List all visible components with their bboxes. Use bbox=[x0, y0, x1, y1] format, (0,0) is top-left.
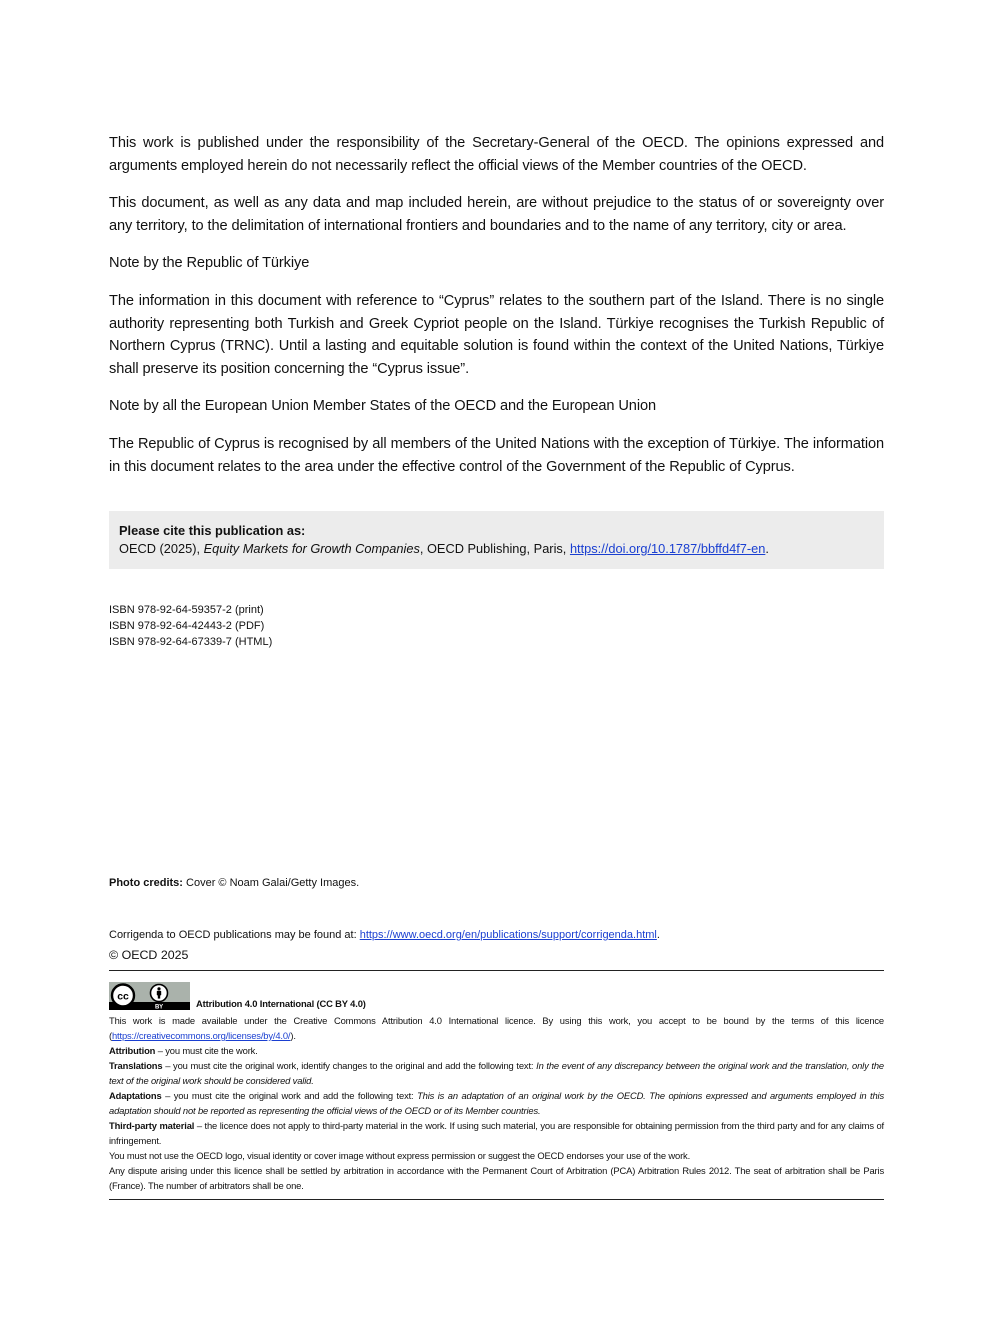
note-turkiye-heading: Note by the Republic of Türkiye bbox=[109, 255, 310, 272]
isbn-pdf: ISBN 978-92-64-42443-2 (PDF) bbox=[109, 620, 265, 633]
citation-prefix: OECD (2025), bbox=[119, 541, 204, 557]
citation-text bbox=[119, 540, 874, 558]
adaptations-italic: This is an adaptation of an original work by the OECD. The opinions expressed and arguments employed in this adaptation should not be reported as representing the official views of the OECD or of its Member countries. bbox=[109, 1090, 884, 1116]
note-eu-paragraph: The Republic of Cyprus is recognised by all members of the United Nations with the exception of Türkiye. The information in this document relates to the area under the effective control of the Government of the Republic of Cyprus. bbox=[109, 435, 884, 475]
adaptations-text: – you must cite the original work and add the following text: bbox=[161, 1090, 418, 1101]
corrigenda-text: Corrigenda to OECD publications may be found at: bbox=[109, 929, 360, 941]
licence-intro bbox=[109, 1013, 884, 1043]
corrigenda-link[interactable]: https://www.oecd.org/en/publications/support/corrigenda.html bbox=[359, 929, 657, 941]
copyright: © OECD 2025 bbox=[109, 948, 189, 962]
citation-heading: Please cite this publication as: bbox=[119, 523, 306, 539]
disclaimer-paragraph: This work is published under the responsibility of the Secretary-General of the OECD. The opinions expressed and arguments employed herein do not necessarily reflect the official views of the Member countries of the OECD. bbox=[109, 135, 884, 174]
isbn-list bbox=[109, 602, 884, 650]
licence-title: Attribution 4.0 International (CC BY 4.0) bbox=[196, 998, 366, 1009]
citation-title: Equity Markets for Growth Companies bbox=[203, 541, 420, 557]
divider-top bbox=[109, 970, 884, 971]
licence-link[interactable]: https://creativecommons.org/licenses/by/4.0/ bbox=[111, 1030, 291, 1041]
translations-label: Translations bbox=[109, 1060, 163, 1071]
licence-dispute: Any dispute arising under this licence shall be settled by arbitration in accordance with the Permanent Court of Arbitration (PCA) Arbitration Rules 2012. The seat of arbitration shall be Paris (France). The number of arbitrators shall be one. bbox=[109, 1165, 884, 1191]
third-party-label: Third-party material bbox=[109, 1120, 195, 1131]
main-content bbox=[109, 132, 884, 650]
cc-by-logo-icon bbox=[109, 982, 190, 1010]
citation-suffix: . bbox=[765, 541, 769, 557]
translations-italic: In the event of any discrepancy between the original work and the translation, only the text of the original work should be considered valid. bbox=[109, 1060, 884, 1086]
photo-credits-text: Cover © Noam Galai/Getty Images. bbox=[182, 877, 360, 889]
licence-logo-use: You must not use the OECD logo, visual identity or cover image without express permission or suggest the OECD endorses your use of the work. bbox=[109, 1150, 691, 1161]
attribution-text: – you must cite the work. bbox=[155, 1045, 258, 1056]
adaptations-label: Adaptations bbox=[109, 1090, 162, 1101]
corrigenda-suffix: . bbox=[656, 929, 660, 941]
note-eu-heading: Note by all the European Union Member States of the OECD and the European Union bbox=[109, 398, 656, 415]
corrigenda-note bbox=[109, 927, 884, 943]
citation-middle: , OECD Publishing, Paris, bbox=[419, 541, 570, 557]
licence-intro-text: This work is made available under the Creative Commons Attribution 4.0 International licence. By using this work, you accept to be bound by the terms of this licence ( bbox=[109, 1015, 884, 1041]
licence-attribution bbox=[109, 1043, 884, 1058]
licence-intro-suffix: ). bbox=[290, 1030, 296, 1041]
licence-header bbox=[109, 982, 884, 1010]
svg-text:cc: cc bbox=[117, 990, 129, 1003]
licence-translations bbox=[109, 1058, 884, 1088]
citation-box bbox=[109, 511, 884, 569]
cc-by-logo-text: BY bbox=[154, 1004, 164, 1010]
territory-paragraph: This document, as well as any data and map included herein, are without prejudice to the status of or sovereignty over any territory, to the delimitation of international frontiers and boundaries and to the name of any territory, city or area. bbox=[109, 195, 884, 234]
divider-bottom bbox=[109, 1199, 884, 1200]
photo-credits-label: Photo credits: bbox=[109, 877, 183, 889]
isbn-print: ISBN 978-92-64-59357-2 (print) bbox=[109, 604, 264, 617]
third-party-text: – the licence does not apply to third-party material in the work. If using such material, you are responsible for obtaining permission from the third party and for any claims of infringement. bbox=[109, 1120, 884, 1146]
note-turkiye-paragraph: The information in this document with reference to “Cyprus” relates to the southern part of the Island. There is no single authority representing both Turkish and Greek Cypriot people on the Island. Türkiye recognises the Turkish Republic of Northern Cyprus (TRNC). Until a lasting and equitable solution is found within the context of the United Nations, Türkiye shall preserve its position concerning the “Cyprus issue”. bbox=[109, 292, 884, 377]
licence-adaptations bbox=[109, 1088, 884, 1118]
citation-doi-link[interactable]: https://doi.org/10.1787/bbffd4f7-en bbox=[569, 541, 766, 557]
photo-credits bbox=[109, 877, 359, 889]
isbn-html: ISBN 978-92-64-67339-7 (HTML) bbox=[109, 636, 273, 649]
translations-text: – you must cite the original work, identify changes to the original and add the following text: bbox=[162, 1060, 537, 1071]
licence-block bbox=[109, 982, 884, 1193]
licence-third-party bbox=[109, 1118, 884, 1148]
attribution-label: Attribution bbox=[109, 1045, 156, 1056]
